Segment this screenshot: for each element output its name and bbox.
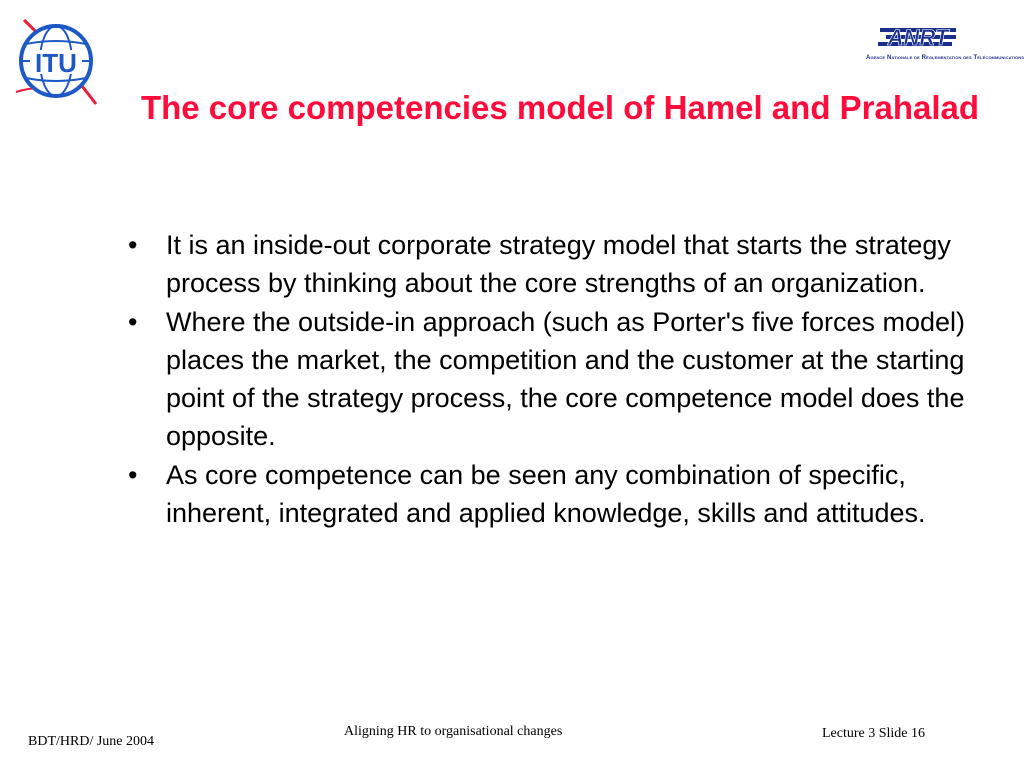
bullet-text: It is an inside-out corporate strategy model that starts the strategy process by thinking about the core strengths of an organization. [166, 230, 951, 298]
footer-date: BDT/HRD/ June 2004 [28, 734, 154, 749]
bullet-text: As core competence can be seen any combination of specific, inherent, integrated and applied knowledge, skills and attitudes. [166, 460, 926, 528]
slide-title: The core competencies model of Hamel and Prahalad [140, 89, 980, 126]
bullet-dot-icon: • [128, 230, 138, 260]
footer-title: Aligning HR to organisational changes [344, 724, 563, 739]
bullet-item [126, 226, 976, 302]
bullet-dot-icon: • [128, 460, 138, 490]
anrt-mark-icon [878, 24, 958, 50]
footer-slide-number: Lecture 3 Slide 16 [822, 726, 926, 741]
bullet-text: Where the outside-in approach (such as Porter's five forces model) places the market, the competition and the customer at the starting point of the strategy process, the core competence model does the opposite. [166, 307, 966, 451]
itu-logo-text: ITU [35, 48, 77, 78]
bullet-item [126, 303, 976, 455]
itu-globe-icon [10, 14, 102, 106]
bullet-list [126, 226, 976, 533]
bullet-dot-icon: • [128, 307, 138, 337]
itu-logo [10, 14, 102, 106]
anrt-logo [818, 24, 1024, 68]
bullet-item [126, 456, 976, 532]
anrt-subtitle: Agence Nationale de Réglementation des Télécommunications [866, 55, 1024, 61]
anrt-logo-text: ANRT [887, 25, 949, 50]
